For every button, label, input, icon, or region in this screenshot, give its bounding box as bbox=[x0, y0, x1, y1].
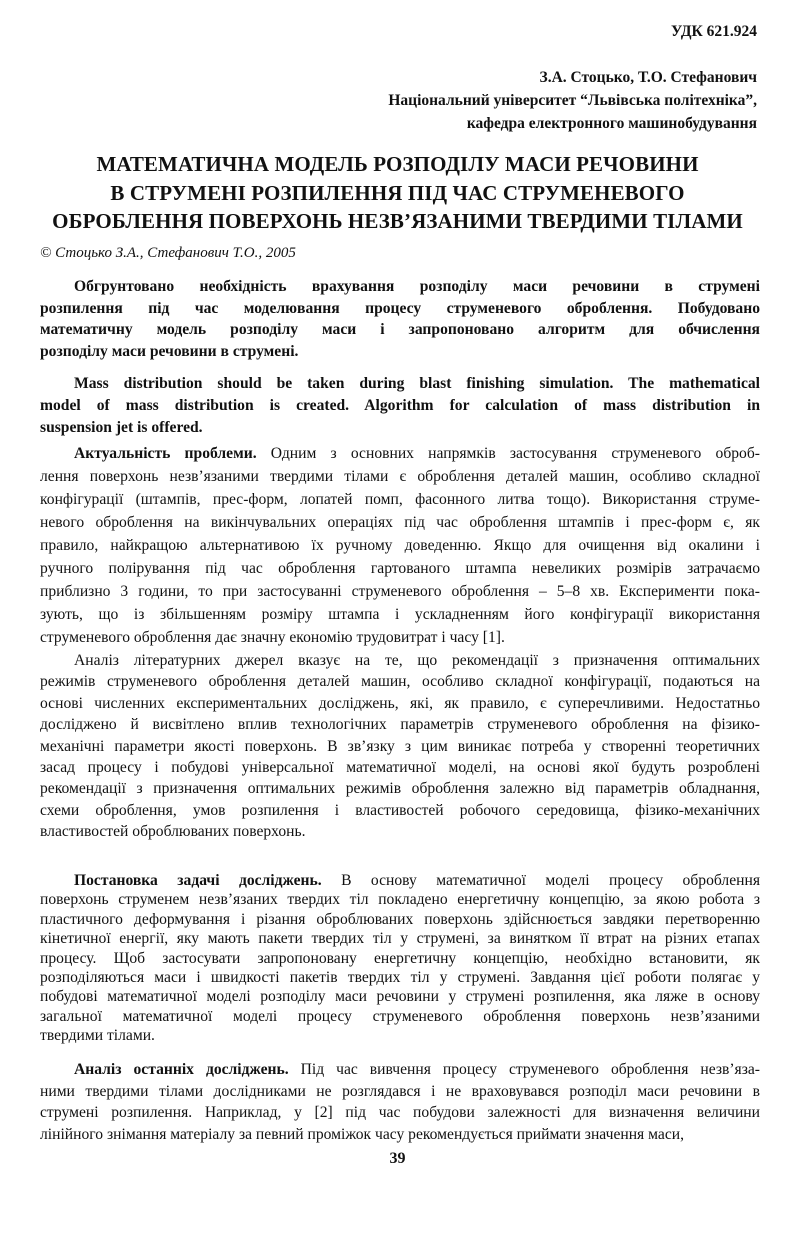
line-text: струменевого оброблення дає значну економію трудовитрат і часу [1]. bbox=[40, 629, 505, 646]
text-line bbox=[40, 626, 760, 649]
section-heading: Аналіз останніх досліджень. bbox=[74, 1061, 289, 1078]
text-line bbox=[40, 442, 760, 465]
text-line bbox=[40, 693, 760, 714]
line-text: правило, найкращою альтернативою їх ручному доведенню. Якщо для очищення від окалини і bbox=[40, 537, 760, 554]
line-text: лення поверхонь незв’язаними твердими тілами є оброблення деталей машин, особливо складної bbox=[40, 468, 760, 485]
text-line bbox=[40, 1059, 760, 1081]
text-line bbox=[40, 1124, 760, 1146]
line-text: розпилення під час моделювання процесу струменевого оброблення. Побудовано bbox=[40, 299, 760, 317]
text-line bbox=[40, 557, 760, 580]
line-text: механічні параметри якості поверхонь. В зв’язку з цим виникає потреба у створенні теоретичних bbox=[40, 737, 760, 755]
authors: З.А. Стоцько, Т.О. Стефанович bbox=[539, 69, 757, 86]
line-text: властивостей оброблюваних поверхонь. bbox=[40, 823, 306, 841]
text-line bbox=[40, 736, 760, 757]
line-text: рекомендації з призначення оптимальних режимів оброблення залежно від параметрів обладнання, bbox=[40, 780, 760, 798]
line-text: поверхонь струменем незв’язаних твердих тіл покладено енергетичну концепцію, за якою робота з bbox=[40, 891, 760, 909]
line-text: побудові математичної моделі розподілу маси речовини у струмені розпилення, яка ляже в основу bbox=[40, 988, 760, 1006]
text-line bbox=[40, 757, 760, 778]
text-line bbox=[40, 1081, 760, 1103]
affiliation-line: Національний університет “Львівська політехніка”, bbox=[388, 92, 757, 109]
line-text: приблизно 3 години, то при застосуванні струменевого оброблення – 5–8 хв. Експерименти пока- bbox=[40, 583, 760, 600]
line-text: твердими тілами. bbox=[40, 1027, 155, 1045]
text-line bbox=[40, 650, 760, 671]
line-text: розподіляються маси і швидкості пакетів твердих тіл у струмені. Завдання цієї роботи полягає у bbox=[40, 969, 760, 987]
paper-title bbox=[0, 150, 795, 236]
line-text: загальної математичної моделі процесу струменевого оброблення поверхонь незв’язаними bbox=[40, 1007, 760, 1025]
line-text: схеми оброблення, умов розпилення і властивостей робочого середовища, фізико-механічних bbox=[40, 801, 760, 819]
text-line bbox=[40, 417, 760, 439]
text-line bbox=[40, 821, 760, 842]
title-line: В СТРУМЕНІ РОЗПИЛЕННЯ ПІД ЧАС СТРУМЕНЕВОГО bbox=[110, 180, 685, 205]
line-text: Одним з основних напрямків застосування струменевого оброб- bbox=[256, 445, 760, 462]
text-line bbox=[40, 987, 760, 1006]
text-line bbox=[40, 1102, 760, 1124]
line-text: ними твердими тілами дослідниками не розглядався і не враховувався розподіл маси речовини в bbox=[40, 1082, 760, 1100]
text-line bbox=[40, 341, 760, 363]
text-line bbox=[40, 778, 760, 799]
line-text: Аналіз літературних джерел вказує на те, що рекомендації з призначення оптимальних bbox=[74, 652, 760, 669]
line-text: пластичного деформування і різання оброблюваних поверхонь здійснюється завдяки перетворенню bbox=[40, 910, 760, 928]
line-text: математичну модель розподілу маси і запропоновано алгоритм для обчислення bbox=[40, 321, 760, 338]
abstract-ukrainian bbox=[40, 276, 760, 362]
text-line bbox=[40, 511, 760, 534]
paragraph-relevance bbox=[40, 442, 760, 649]
text-line bbox=[40, 373, 760, 395]
text-line bbox=[40, 603, 760, 626]
text-line bbox=[40, 671, 760, 692]
line-text: Mass distribution should be taken during blast finishing simulation. The mathematical bbox=[74, 375, 760, 392]
line-text: лінійного знімання матеріалу за певний проміжок часу рекомендується приймати значення маси, bbox=[40, 1125, 684, 1143]
line-text: В основу математичної моделі процесу оброблення bbox=[321, 872, 760, 889]
section-heading: Постановка задачі досліджень. bbox=[74, 872, 322, 889]
text-line bbox=[40, 800, 760, 821]
affiliation-line: кафедра електронного машинобудування bbox=[466, 115, 757, 132]
abstract-english bbox=[40, 373, 760, 439]
line-text: невого оброблення на викінчувальних операціях під час оброблення штампів і прес-форм є, як bbox=[40, 514, 760, 531]
copyright: © Стоцько З.А., Стефанович Т.О., 2005 bbox=[40, 245, 296, 261]
text-line bbox=[40, 890, 760, 909]
section-heading: Актуальність проблеми. bbox=[74, 445, 257, 462]
text-line bbox=[40, 276, 760, 298]
text-line bbox=[40, 395, 760, 417]
line-text: Під час вивчення процесу струменевого оброблення незв’яза- bbox=[288, 1061, 760, 1078]
text-line bbox=[40, 1026, 760, 1045]
udc-code: УДК 621.924 bbox=[671, 23, 757, 40]
line-text: процесу. Щоб застосувати запропоновану енергетичну концепцію, необхідно встановити, як bbox=[40, 949, 760, 967]
text-line bbox=[40, 871, 760, 890]
line-text: розподілу маси речовини в струмені. bbox=[40, 342, 299, 360]
line-text: зують, що із збільшенням розміру штампа і ускладненням його конфігурації використання bbox=[40, 606, 760, 623]
paragraph-literature bbox=[40, 650, 760, 843]
line-text: конфігурації (штампів, прес-форм, лопатей помп, фасонного литва тощо). Використання струме- bbox=[40, 491, 760, 508]
page-number: 39 bbox=[389, 1150, 406, 1167]
line-text: струмені розпилення. Наприклад, у [2] під час побудови залежності для визначення величини bbox=[40, 1104, 760, 1121]
text-line bbox=[40, 319, 760, 341]
text-line bbox=[40, 949, 760, 968]
text-line bbox=[40, 580, 760, 603]
title-line: МАТЕМАТИЧНА МОДЕЛЬ РОЗПОДІЛУ МАСИ РЕЧОВИНИ bbox=[96, 152, 699, 176]
paragraph-problem-statement bbox=[40, 871, 760, 1046]
text-line bbox=[40, 298, 760, 320]
line-text: suspension jet is offered. bbox=[40, 419, 203, 436]
text-line bbox=[40, 968, 760, 987]
line-text: засад процесу і побудові універсальної математичної моделі, на основі якої будуть розроблені bbox=[40, 759, 760, 777]
line-text: режимів струменевого оброблення деталей машин, особливо складної конфігурації, подаються на bbox=[40, 673, 760, 691]
line-text: model of mass distribution is created. Algorithm for calculation of mass distribution in bbox=[40, 397, 760, 414]
paragraph-recent-research bbox=[40, 1059, 760, 1145]
text-line bbox=[40, 534, 760, 557]
line-text: кінетичної енергії, яку мають пакети твердих тіл у струмені, за винятком її втрат на різних етапах bbox=[40, 930, 760, 948]
line-text: досліджено й висвітлено вплив технологічних параметрів струменевого оброблення на фізико- bbox=[40, 716, 760, 734]
line-text: основі численних експериментальних досліджень, які, як правило, є суперечливими. Недостатньо bbox=[40, 694, 760, 712]
line-text: Обгрунтовано необхідність врахування розподілу маси речовини в струмені bbox=[74, 278, 760, 295]
text-line bbox=[40, 465, 760, 488]
text-line bbox=[40, 488, 760, 511]
text-line bbox=[40, 714, 760, 735]
line-text: ручного полірування під час оброблення гартованого штампа невеликих розмірів затрачаємо bbox=[40, 560, 760, 577]
text-line bbox=[40, 910, 760, 929]
text-line bbox=[40, 929, 760, 948]
text-line bbox=[40, 1007, 760, 1026]
title-line: ОБРОБЛЕННЯ ПОВЕРХОНЬ НЕЗВ’ЯЗАНИМИ ТВЕРДИМИ ТІЛАМИ bbox=[52, 209, 743, 233]
